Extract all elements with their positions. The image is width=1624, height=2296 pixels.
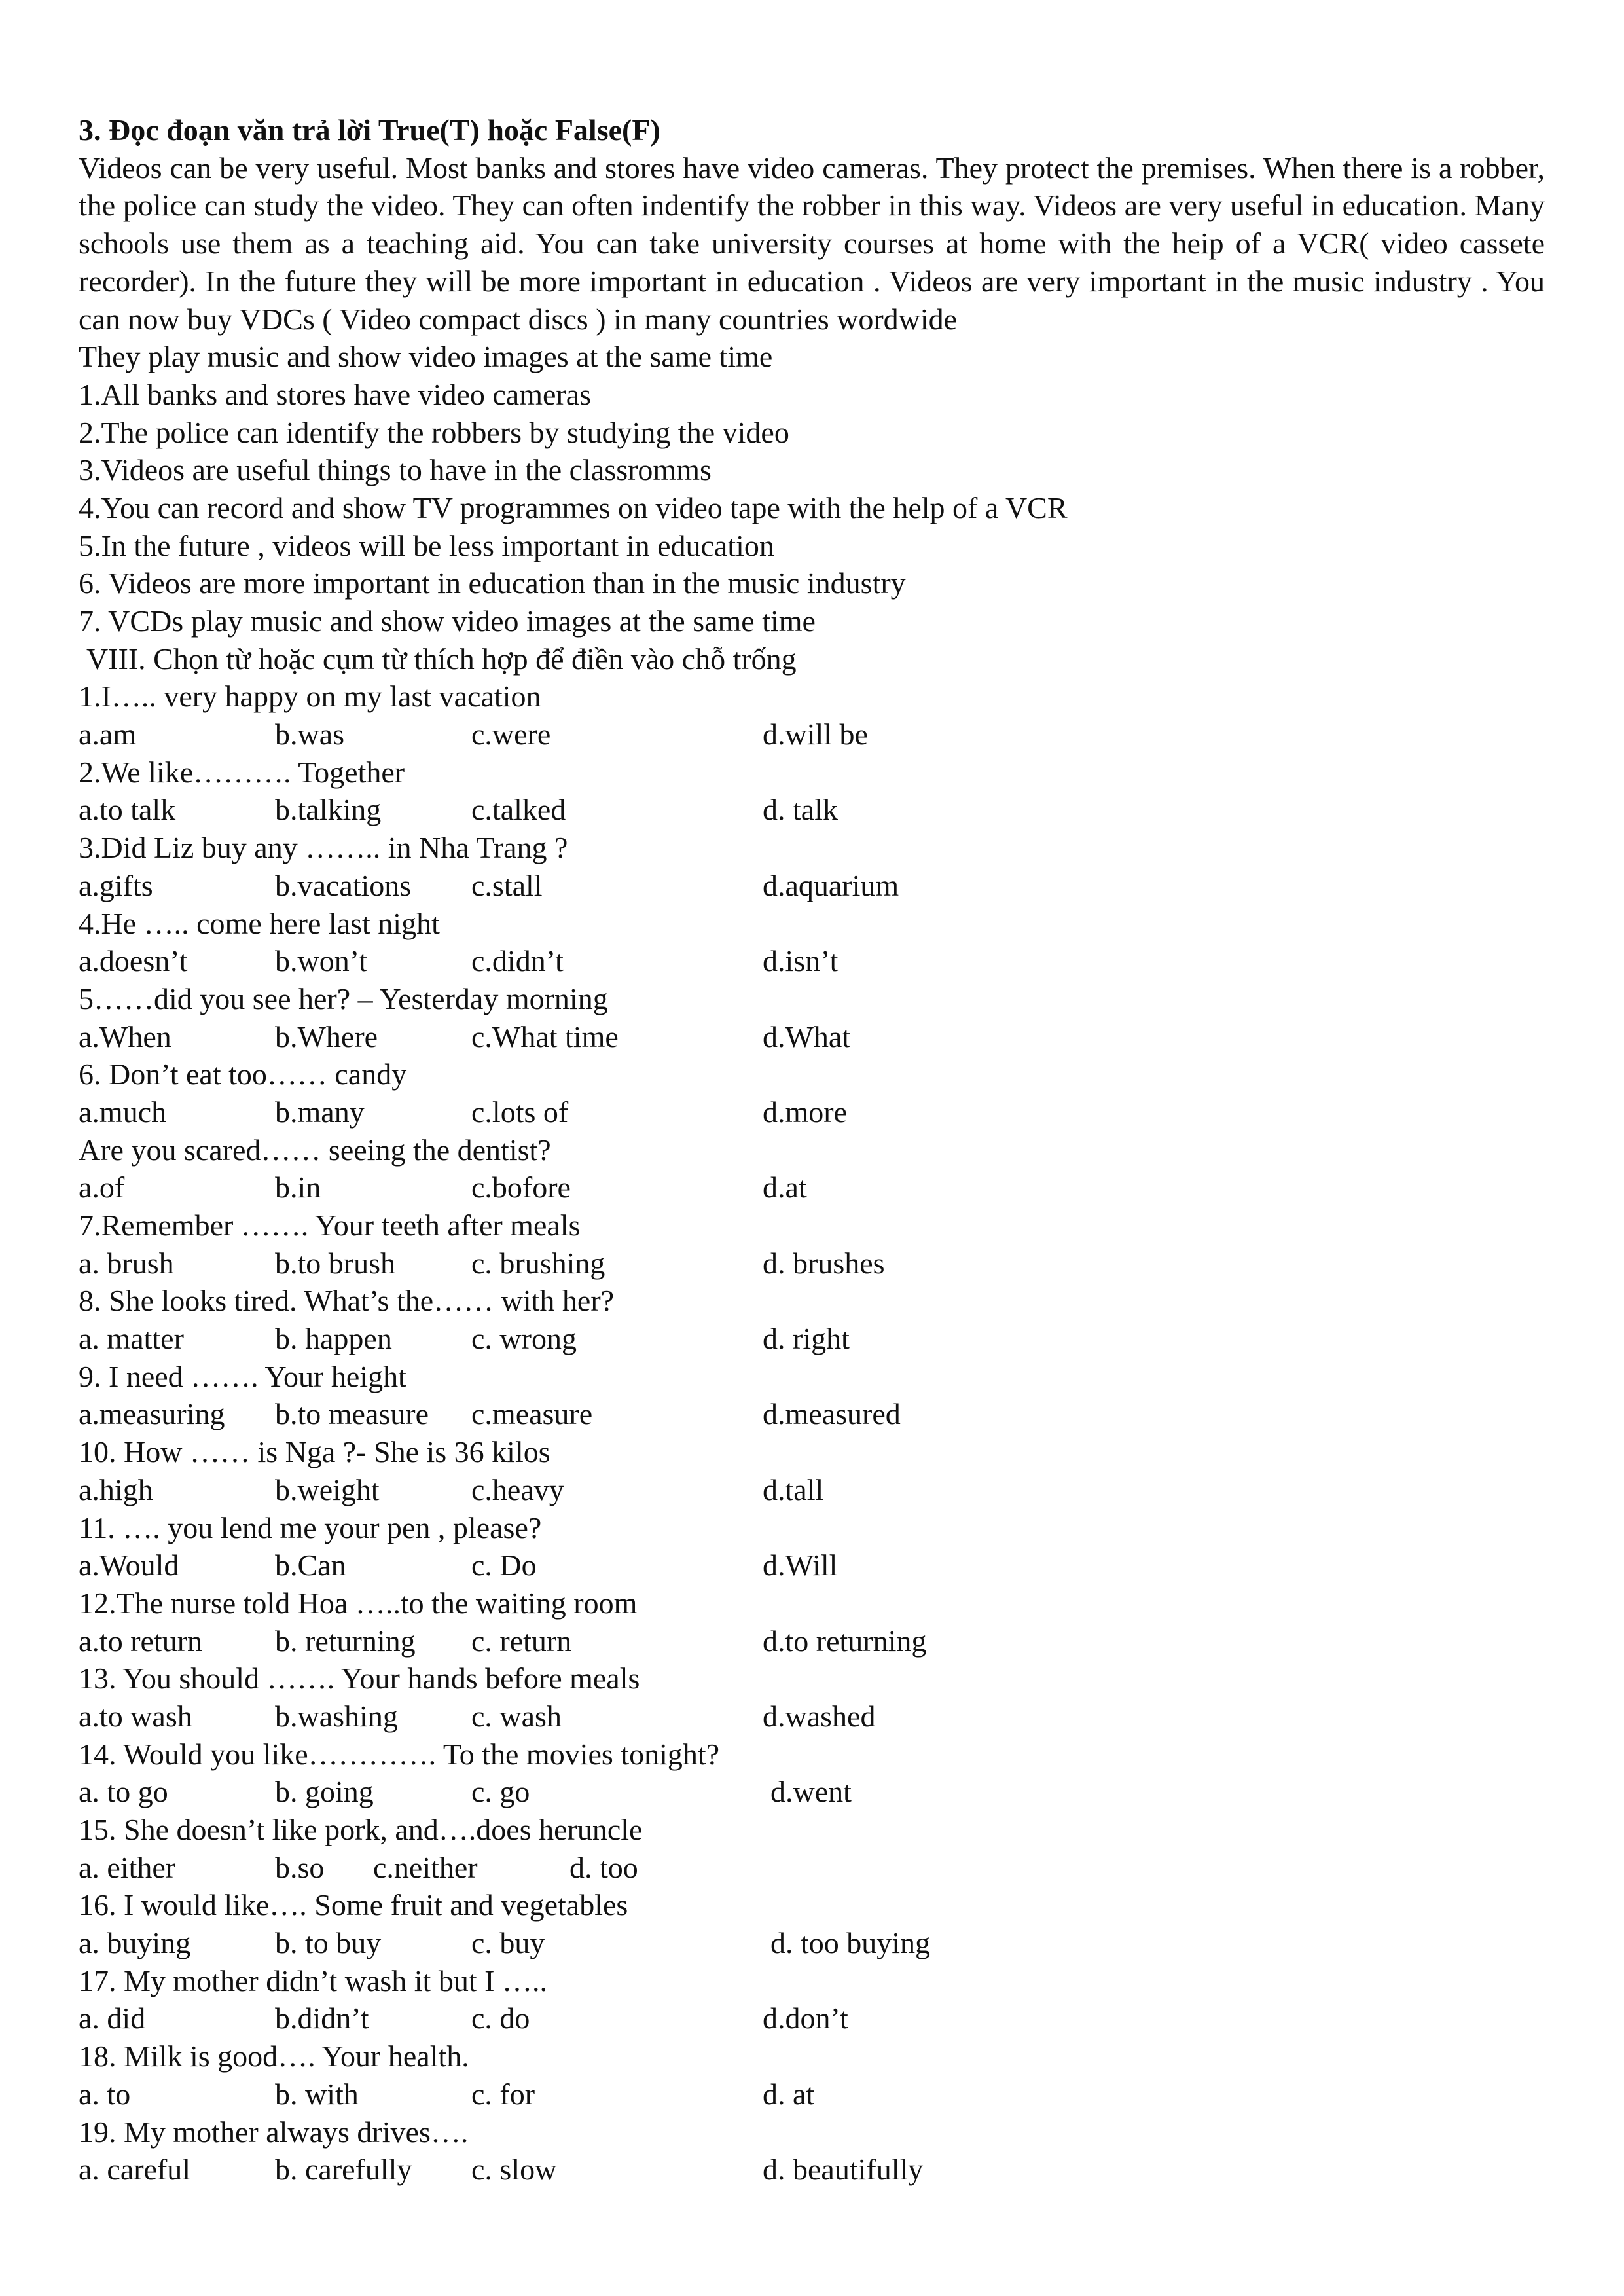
section-3-title: 3. Đọc đoạn văn trả lời True(T) hoặc False(F) xyxy=(79,113,660,147)
option-b: b.Can xyxy=(275,1548,346,1582)
answer-options xyxy=(79,1471,1545,1509)
option-d: d.measured xyxy=(763,1397,901,1431)
option-b: b.to measure xyxy=(275,1397,429,1431)
statement: 7. VCDs play music and show video images at the same time xyxy=(79,604,816,638)
question-text: 10. How …… is Nga ?- She is 36 kilos xyxy=(79,1435,550,1469)
option-d: d.went xyxy=(770,1775,852,1809)
question-text: 2.We like………. Together xyxy=(79,755,405,789)
answer-options xyxy=(79,1849,1545,1887)
answer-options xyxy=(79,1924,1545,1962)
option-a: a. buying xyxy=(79,1926,191,1960)
option-d: d. at xyxy=(763,2077,815,2111)
question-text: 19. My mother always drives…. xyxy=(79,2115,469,2149)
option-b: b.talking xyxy=(275,793,382,827)
option-c: c.measure xyxy=(471,1397,593,1431)
option-d: d.Will xyxy=(763,1548,838,1582)
question-text: 4.He ….. come here last night xyxy=(79,906,440,940)
answer-options xyxy=(79,1622,1545,1660)
option-b: b.won’t xyxy=(275,944,367,978)
question-text: 11. …. you lend me your pen , please? xyxy=(79,1510,542,1544)
question-text: 1.I….. very happy on my last vacation xyxy=(79,680,541,714)
question-text: 5……did you see her? – Yesterday morning xyxy=(79,981,608,1015)
question-text: 17. My mother didn’t wash it but I ….. xyxy=(79,1963,547,1997)
option-a: a. careful xyxy=(79,2153,191,2187)
option-c: c. wash xyxy=(471,1699,562,1733)
option-a: a.to wash xyxy=(79,1699,192,1733)
option-b: b. going xyxy=(275,1775,374,1809)
reading-passage-last-line: They play music and show video images at the same time xyxy=(79,340,773,374)
question-list xyxy=(79,678,1545,2189)
answer-options xyxy=(79,1320,1545,1358)
answer-options xyxy=(79,1245,1545,1283)
answer-options xyxy=(79,867,1545,905)
statement: 4.You can record and show TV programmes on video tape with the help of a VCR xyxy=(79,490,1068,524)
answer-options xyxy=(79,1546,1545,1584)
option-d: d. too xyxy=(569,1850,638,1884)
option-c: c. Do xyxy=(471,1548,537,1582)
option-d: d. too buying xyxy=(770,1926,931,1960)
statement: 3.Videos are useful things to have in the classromms xyxy=(79,453,712,487)
statement: 6. Videos are more important in education than in the music industry xyxy=(79,566,906,600)
question-text: 8. She looks tired. What’s the…… with her? xyxy=(79,1284,615,1318)
question-text: 6. Don’t eat too…… candy xyxy=(79,1057,407,1091)
option-c: c. go xyxy=(471,1775,530,1809)
option-c: c. wrong xyxy=(471,1322,577,1356)
option-a: a.Would xyxy=(79,1548,179,1582)
option-b: b. with xyxy=(275,2077,359,2111)
option-b: b.didn’t xyxy=(275,2001,369,2035)
option-d: d.isn’t xyxy=(763,944,839,978)
answer-options xyxy=(79,1018,1545,1056)
option-a: a.to talk xyxy=(79,793,176,827)
option-b: b.in xyxy=(275,1171,321,1205)
option-a: a. did xyxy=(79,2001,146,2035)
answer-options xyxy=(79,2075,1545,2113)
reading-passage: Videos can be very useful. Most banks and stores have video cameras. They protect the premises. When there is a robber, the police can study the video. They can often indentify the robber in this way. Videos are very useful in education. Many schools use them as a teaching aid. You can take university courses at home with the heip of a VCR( video cassete recorder). In the future they will be more important in education . Videos are very important in the music industry . You can now buy VDCs ( Video compact discs ) in many countries wordwide xyxy=(79,151,1545,336)
option-d: d. brushes xyxy=(763,1246,885,1280)
statement: 1.All banks and stores have video cameras xyxy=(79,377,592,411)
answer-options xyxy=(79,1999,1545,2037)
option-d: d. right xyxy=(763,1322,850,1356)
option-a: a.doesn’t xyxy=(79,944,188,978)
option-a: a.high xyxy=(79,1472,153,1506)
option-b: b.so xyxy=(275,1850,325,1884)
section-8-title: VIII. Chọn từ hoặc cụm từ thích hợp để điền vào chỗ trống xyxy=(86,642,797,676)
answer-options xyxy=(79,1093,1545,1131)
option-b: b.many xyxy=(275,1095,365,1129)
answer-options xyxy=(79,1773,1545,1811)
option-a: a.gifts xyxy=(79,868,153,902)
option-c: c.What time xyxy=(471,1019,619,1053)
option-b: b.washing xyxy=(275,1699,398,1733)
option-b: b.Where xyxy=(275,1019,378,1053)
option-c: c. brushing xyxy=(471,1246,605,1280)
option-d: d. talk xyxy=(763,793,838,827)
option-c: c.bofore xyxy=(471,1171,571,1205)
option-c: c.stall xyxy=(471,868,543,902)
question-text: 15. She doesn’t like pork, and….does heruncle xyxy=(79,1813,643,1847)
option-a: a.of xyxy=(79,1171,125,1205)
question-text: 14. Would you like…………. To the movies tonight? xyxy=(79,1737,720,1771)
option-b: b. happen xyxy=(275,1322,392,1356)
option-a: a.measuring xyxy=(79,1397,225,1431)
option-c: c.lots of xyxy=(471,1095,569,1129)
option-c: c. return xyxy=(471,1624,572,1658)
option-d: d.to returning xyxy=(763,1624,927,1658)
option-d: d.tall xyxy=(763,1472,824,1506)
answer-options xyxy=(79,791,1545,829)
option-b: b. returning xyxy=(275,1624,416,1658)
option-b: b. carefully xyxy=(275,2153,412,2187)
answer-options xyxy=(79,942,1545,980)
question-text: 7.Remember ……. Your teeth after meals xyxy=(79,1209,581,1243)
option-a: a.much xyxy=(79,1095,167,1129)
answer-options xyxy=(79,1698,1545,1736)
option-c: c. buy xyxy=(471,1926,545,1960)
answer-options xyxy=(79,2151,1545,2189)
question-text: Are you scared…… seeing the dentist? xyxy=(79,1133,551,1167)
option-d: d.aquarium xyxy=(763,868,899,902)
option-c: c. slow xyxy=(471,2153,557,2187)
option-a: a.When xyxy=(79,1019,171,1053)
option-a: a. to xyxy=(79,2077,131,2111)
option-d: d.don’t xyxy=(763,2001,848,2035)
question-text: 18. Milk is good…. Your health. xyxy=(79,2039,469,2073)
option-b: b.vacations xyxy=(275,868,412,902)
option-b: b.weight xyxy=(275,1472,380,1506)
option-a: a.to return xyxy=(79,1624,203,1658)
statement: 2.The police can identify the robbers by studying the video xyxy=(79,415,789,449)
option-c: c.neither xyxy=(373,1850,478,1884)
answer-options xyxy=(79,716,1545,754)
option-c: c.were xyxy=(471,718,551,752)
option-b: b.was xyxy=(275,718,345,752)
option-a: a. brush xyxy=(79,1246,174,1280)
option-c: c.talked xyxy=(471,793,566,827)
option-b: b. to buy xyxy=(275,1926,382,1960)
option-c: c. for xyxy=(471,2077,535,2111)
option-d: d.more xyxy=(763,1095,848,1129)
question-text: 12.The nurse told Hoa …..to the waiting room xyxy=(79,1586,638,1620)
option-d: d.at xyxy=(763,1171,807,1205)
statement: 5.In the future , videos will be less important in education xyxy=(79,528,774,562)
option-d: d.will be xyxy=(763,718,868,752)
option-a: a. either xyxy=(79,1850,176,1884)
option-a: a.am xyxy=(79,718,137,752)
option-c: c.heavy xyxy=(471,1472,564,1506)
question-text: 3.Did Liz buy any …….. in Nha Trang ? xyxy=(79,831,568,865)
option-b: b.to brush xyxy=(275,1246,395,1280)
question-text: 9. I need ……. Your height xyxy=(79,1359,406,1393)
answer-options xyxy=(79,1169,1545,1207)
option-c: c.didn’t xyxy=(471,944,564,978)
option-d: d.What xyxy=(763,1019,851,1053)
worksheet-page xyxy=(79,111,1545,2189)
question-text: 16. I would like…. Some fruit and vegetables xyxy=(79,1888,628,1922)
option-a: a. to go xyxy=(79,1775,168,1809)
option-a: a. matter xyxy=(79,1322,184,1356)
answer-options xyxy=(79,1395,1545,1433)
question-text: 13. You should ……. Your hands before meals xyxy=(79,1662,640,1696)
option-d: d.washed xyxy=(763,1699,876,1733)
option-d: d. beautifully xyxy=(763,2153,924,2187)
option-c: c. do xyxy=(471,2001,530,2035)
